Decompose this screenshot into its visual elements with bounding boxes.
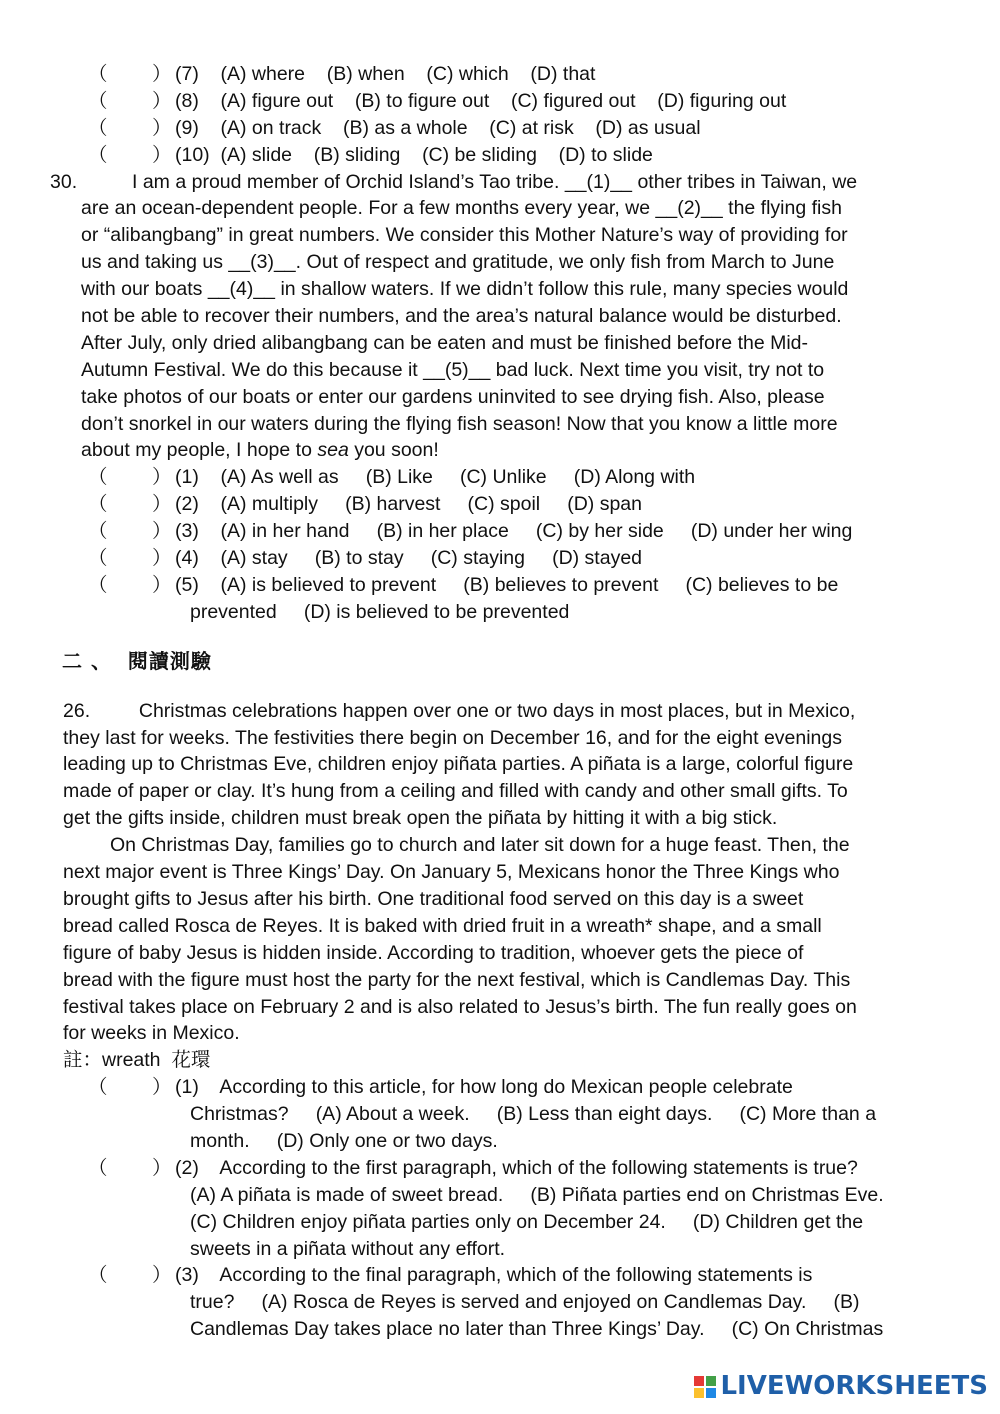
question-options: (2) (A) multiply (B) harvest (C) spoil (D) span: [175, 493, 643, 516]
logo-mark-icon: [694, 1376, 716, 1398]
question-options: (7) (A) where (B) when (C) which (D) that: [175, 63, 596, 85]
answer-row-q26-2[interactable]: [0, 1155, 1000, 1182]
answer-paren-left[interactable]: （: [88, 466, 108, 489]
question-stem: (3) According to the final paragraph, which of the following statements is: [175, 1264, 813, 1287]
answer-paren-left[interactable]: （: [88, 547, 108, 570]
question-options: (1) (A) As well as (B) Like (C) Unlike (D) Along with: [175, 466, 696, 489]
passage-line: they last for weeks. The festivities there begin on December 16, and for the eight evenings: [63, 726, 843, 749]
answer-row-q26-1[interactable]: [0, 1074, 1000, 1101]
passage-line: with our boats __(4)__ in shallow waters. If we didn’t follow this rule, many species would: [81, 278, 849, 301]
answer-paren-left[interactable]: （: [88, 493, 108, 516]
passage-line: not be able to recover their numbers, and the area’s natural balance would be disturbed.: [81, 305, 842, 328]
answer-paren-left[interactable]: （: [88, 573, 108, 596]
passage-line: After July, only dried alibangbang can be eaten and must be finished before the Mid-: [81, 331, 809, 354]
passage-line: for weeks in Mexico.: [63, 1022, 240, 1045]
question-options-continued: sweets in a piñata without any effort.: [190, 1237, 506, 1260]
answer-row-q29-8[interactable]: [0, 88, 1000, 115]
question-number: 30.: [50, 170, 78, 193]
passage-text: you soon!: [348, 439, 439, 462]
passage-line: festival takes place on February 2 and is also related to Jesus’s birth. The fun really goes on: [63, 995, 857, 1018]
answer-row-q29-10[interactable]: [0, 142, 1000, 169]
liveworksheets-logo[interactable]: [694, 1373, 988, 1400]
question-options: (10) (A) slide (B) sliding (C) be sliding (D) to slide: [175, 143, 653, 166]
answer-paren-left[interactable]: （: [88, 1156, 108, 1179]
passage-line: leading up to Christmas Eve, children enjoy piñata parties. A piñata is a large, colorful figure: [63, 753, 854, 776]
question-options-continued: Christmas? (A) About a week. (B) Less than eight days. (C) More than a: [190, 1103, 877, 1126]
answer-paren-left[interactable]: （: [88, 63, 108, 85]
passage-line: made of paper or clay. It’s hung from a ceiling and filled with candy and other small gifts. To: [63, 780, 848, 803]
answer-paren-right[interactable]: ）: [152, 89, 172, 112]
answer-row-q30-2[interactable]: [0, 491, 1000, 518]
question-options-continued: true? (A) Rosca de Reyes is served and enjoyed on Candlemas Day. (B): [190, 1291, 860, 1314]
section-title: 二 、 閱讀測驗: [62, 648, 212, 673]
answer-row-q30-1[interactable]: [0, 464, 1000, 491]
vocab-note: 註：wreath 花環: [63, 1049, 211, 1072]
answer-row-q29-9[interactable]: [0, 115, 1000, 142]
answer-paren-right[interactable]: ）: [152, 493, 172, 516]
passage-line: bread called Rosca de Reyes. It is baked with dried fruit in a wreath* shape, and a small: [63, 914, 822, 937]
logo-square-red: [694, 1376, 704, 1386]
passage-line: brought gifts to Jesus after his birth. One traditional food served on this day is a sweet: [63, 887, 804, 910]
passage-line: get the gifts inside, children must break open the piñata by hitting it with a big stick.: [63, 807, 778, 830]
answer-paren-right[interactable]: ）: [152, 466, 172, 489]
question-options-continued: (C) Children enjoy piñata parties only on December 24. (D) Children get the: [190, 1210, 864, 1233]
logo-text: LIVEWORKSHEETS: [720, 1371, 988, 1402]
question-options-continued: month. (D) Only one or two days.: [190, 1129, 498, 1152]
passage-line: On Christmas Day, families go to church and later sit down for a huge feast. Then, the: [110, 834, 850, 857]
passage-line: are an ocean-dependent people. For a few months every year, we __(2)__ the flying fish: [81, 197, 842, 220]
answer-paren-left[interactable]: （: [88, 1076, 108, 1099]
passage-text: about my people, I hope to: [81, 439, 318, 462]
question-options: (9) (A) on track (B) as a whole (C) at risk (D) as usual: [175, 116, 701, 139]
logo-square-blue: [706, 1388, 716, 1398]
answer-paren-left[interactable]: （: [88, 89, 108, 112]
answer-paren-right[interactable]: ）: [152, 520, 172, 543]
question-options: (5) (A) is believed to prevent (B) believes to prevent (C) believes to be: [175, 573, 839, 596]
passage-line: don’t snorkel in our waters during the flying fish season! Now that you know a little more: [81, 412, 838, 435]
answer-row-q29-7[interactable]: [0, 61, 1000, 88]
answer-row-q26-3[interactable]: [0, 1262, 1000, 1289]
logo-square-green: [706, 1376, 716, 1386]
question-options-continued: (A) A piñata is made of sweet bread. (B) Piñata parties end on Christmas Eve.: [190, 1183, 884, 1206]
answer-row-q30-4[interactable]: [0, 545, 1000, 572]
passage-line: or “alibangbang” in great numbers. We consider this Mother Nature’s way of providing for: [81, 224, 848, 247]
passage-line: I am a proud member of Orchid Island’s Tao tribe. __(1)__ other tribes in Taiwan, we: [132, 170, 858, 193]
answer-row-q30-5[interactable]: [0, 572, 1000, 599]
question-options: (8) (A) figure out (B) to figure out (C) figured out (D) figuring out: [175, 89, 787, 112]
passage-line: [81, 437, 950, 464]
passage-line: take photos of our boats or enter our gardens uninvited to see drying fish. Also, please: [81, 385, 825, 408]
answer-paren-right[interactable]: ）: [152, 1156, 172, 1179]
question-options-continued: Candlemas Day takes place no later than Three Kings’ Day. (C) On Christmas: [190, 1318, 884, 1341]
answer-paren-right[interactable]: ）: [152, 1264, 172, 1287]
q30-passage: [0, 169, 1000, 465]
q30-items: [0, 464, 1000, 625]
passage-line: 26. Christmas celebrations happen over one or two days in most places, but in Mexico,: [63, 699, 856, 722]
question-options: (4) (A) stay (B) to stay (C) staying (D) stayed: [175, 547, 643, 570]
passage-line: next major event is Three Kings’ Day. On January 5, Mexicans honor the Three Kings who: [63, 861, 840, 884]
answer-paren-left[interactable]: （: [88, 116, 108, 139]
answer-paren-left[interactable]: （: [88, 143, 108, 166]
answer-paren-right[interactable]: ）: [152, 63, 172, 85]
answer-paren-right[interactable]: ）: [152, 1076, 172, 1099]
q29-items: [0, 61, 1000, 169]
passage-emphasis: sea: [317, 439, 349, 462]
answer-row-q30-3[interactable]: [0, 518, 1000, 545]
answer-paren-left[interactable]: （: [88, 1264, 108, 1287]
passage-line: bread with the figure must host the party for the next festival, which is Candlemas Day. This: [63, 968, 851, 991]
question-stem: (1) According to this article, for how long do Mexican people celebrate: [175, 1076, 793, 1099]
answer-paren-right[interactable]: ）: [152, 573, 172, 596]
passage-line: Autumn Festival. We do this because it __(5)__ bad luck. Next time you visit, try not to: [81, 358, 825, 381]
q26-passage: [0, 698, 1000, 1048]
question-options: (3) (A) in her hand (B) in her place (C) by her side (D) under her wing: [175, 520, 853, 543]
answer-paren-right[interactable]: ）: [152, 116, 172, 139]
question-stem: (2) According to the first paragraph, which of the following statements is true?: [175, 1156, 858, 1179]
answer-paren-right[interactable]: ）: [152, 143, 172, 166]
q26-questions: [0, 1074, 1000, 1343]
answer-paren-right[interactable]: ）: [152, 547, 172, 570]
worksheet-page: [0, 61, 1000, 1343]
question-options-continued: prevented (D) is believed to be prevented: [190, 600, 570, 623]
answer-paren-left[interactable]: （: [88, 520, 108, 543]
passage-line: figure of baby Jesus is hidden inside. According to tradition, whoever gets the piece of: [63, 941, 804, 964]
logo-square-yellow: [694, 1388, 704, 1398]
passage-line: us and taking us __(3)__. Out of respect and gratitude, we only fish from March to June: [81, 251, 835, 274]
